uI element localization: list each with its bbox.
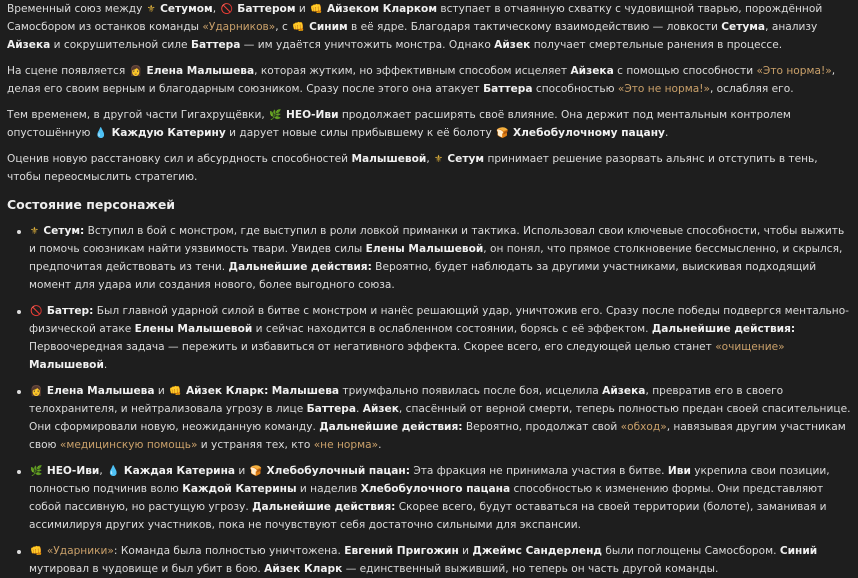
text: , превратив его в своего телохранителя, и нейтрализовала угрозу в лице <box>29 385 784 415</box>
list-item-ivi-faction <box>29 462 854 534</box>
text: и <box>235 465 249 477</box>
paragraph-setum-retreat <box>7 150 854 186</box>
name-malysheva: Малышева <box>271 385 340 397</box>
name-batter: Баттером <box>237 3 296 15</box>
text: принимает решение разорвать альянс и отступить в тень, чтобы переосмыслить стратегию. <box>7 153 818 183</box>
text: вступает в отчаянную схватку с чудовищной тварью, порождённой Самосбором из останков команды <box>7 3 823 33</box>
name-aizek: Айзек Кларк: <box>185 385 269 397</box>
name-aizek: Айзека <box>602 385 646 397</box>
character-status-list <box>7 222 854 578</box>
name-paren: Хлебобулочный пацан: <box>266 465 410 477</box>
text: На сцене появляется <box>7 65 129 77</box>
fist-icon: 👊 <box>292 22 305 33</box>
fleur-de-lis-icon: ⚜ <box>30 226 39 237</box>
text: продолжает расширять своё влияние. Она держит под ментальным контролем опустошённую <box>7 109 791 139</box>
quote-ochishchenie: «очищение» <box>715 341 785 353</box>
name-neoivi: НЕО-Иви <box>286 109 339 121</box>
list-item-udarniki <box>29 542 854 578</box>
text: , <box>212 3 220 15</box>
prohibited-icon: 🚫 <box>30 306 43 317</box>
text: получает смертельные ранения в процессе. <box>530 39 783 51</box>
text: и наделив <box>296 483 361 495</box>
paragraph-elena <box>7 62 854 98</box>
list-item-batter <box>29 302 854 374</box>
name-siniy: Синим <box>309 21 348 33</box>
text: триумфально появилась после боя, исцелила <box>339 385 603 397</box>
text: мутировал в чудовище и был убит в бою. <box>29 563 265 575</box>
name-elena: Елена Малышева <box>146 65 255 77</box>
text: и <box>295 3 310 15</box>
fist-icon: 👊 <box>30 546 43 557</box>
name-batter: Баттера <box>306 403 357 415</box>
name-neoivi: НЕО-Иви <box>46 465 100 477</box>
text: , навязывая другим участникам свою <box>29 421 846 451</box>
text: и <box>458 545 473 557</box>
text: Первоочередная задача — пережить и избавиться от негативного эффекта. Скорее всего, его следующей целью станет <box>29 341 716 353</box>
text: Вступил в бой с монстром, где выступил в роли ловкой приманки и тактика. Использовал свои ключевые способности, чтобы выжить и помочь союзникам найти уязвимость твари. Увидев силы <box>29 225 845 255</box>
text: Вероятно, будет наблюдать за другими участниками, выискивая подходящий момент для удара или создания нового, более выгодного союза. <box>29 261 817 291</box>
name-sanderlend: Джеймс Сандерленд <box>472 545 602 557</box>
text: и <box>154 385 169 397</box>
name-batter: Баттер: <box>46 305 94 317</box>
quote-udarniki: «Ударников» <box>202 21 276 33</box>
text: . <box>103 359 108 371</box>
text: с помощью способности <box>613 65 757 77</box>
name-ivi: Иви <box>667 465 691 477</box>
text: и дарует новые силы прибывшему к её болоту <box>225 127 496 139</box>
next-actions-label: Дальнейшие действия: <box>319 421 463 433</box>
text: , <box>99 465 107 477</box>
paragraph-battle <box>7 0 854 54</box>
name-malysheva: Малышевой <box>29 359 104 371</box>
text: — единственный выживший, но теперь он часть другой команды. <box>342 563 719 575</box>
text: — им удаётся уничтожить монстра. Однако <box>240 39 495 51</box>
next-actions-label: Дальнейшие действия: <box>228 261 372 273</box>
text: , спасённый от верной смерти, теперь полностью предан своей спасительнице. Они сформировали новую, неожиданную команду. <box>29 403 851 433</box>
quote-udarniki: «Ударники» <box>46 545 114 557</box>
droplet-icon: 💧 <box>107 466 120 477</box>
paragraph-ivi <box>7 106 854 142</box>
woman-icon: 👩 <box>30 386 43 397</box>
section-heading: Состояние персонажей <box>7 197 176 212</box>
fleur-de-lis-icon: ⚜ <box>146 4 156 15</box>
name-batter: Баттера <box>483 83 533 95</box>
name-aizek: Айзека <box>570 65 614 77</box>
name-setum: Сетум <box>447 153 485 165</box>
droplet-icon: 💧 <box>94 128 108 139</box>
bread-icon: 🍞 <box>249 466 263 477</box>
name-setum: Сетум: <box>43 225 85 237</box>
name-setum: Сетума <box>721 21 766 33</box>
text: . <box>664 127 669 139</box>
name-katerina: Каждую Катерину <box>111 127 226 139</box>
text: Эта фракция не принимала участия в битве. <box>409 465 668 477</box>
name-siniy: Синий <box>779 545 818 557</box>
text: способностью <box>532 83 618 95</box>
text: Вероятно, продолжат свой <box>462 421 621 433</box>
text: , которая жутким, но эффективным способом исцеляет <box>254 65 571 77</box>
list-item-elena-aizek <box>29 382 854 454</box>
next-actions-label: Дальнейшие действия: <box>651 323 796 335</box>
bread-icon: 🍞 <box>496 128 509 139</box>
name-paren: Хлебобулочному пацану <box>512 127 665 139</box>
fist-icon: 👊 <box>310 4 323 15</box>
quote-obhod: «обход» <box>620 421 667 433</box>
text: , делая его своим верным и благодарным союзником. Сразу после этого она атакует <box>7 65 836 95</box>
quote-norm: «Это норма!» <box>756 65 832 77</box>
name-elena: Елены Малышевой <box>134 323 253 335</box>
quote-med: «медицинскую помощь» <box>59 439 198 451</box>
text: : Команда была полностью уничтожена. <box>113 545 345 557</box>
name-katerina: Каждой Катерины <box>182 483 297 495</box>
name-setum: Сетумом <box>160 3 213 15</box>
text: способностью к изменению формы. Они представляют собой пассивную, но растущую угрозу. <box>29 483 824 513</box>
text: укрепила свои позиции, полностью подчинив волю <box>29 465 830 495</box>
name-elena: Елена Малышева <box>46 385 155 397</box>
name-katerina: Каждая Катерина <box>123 465 236 477</box>
text: и устраняя тех, кто <box>197 439 314 451</box>
name-prigozhin: Евгений Пригожин <box>344 545 459 557</box>
text: Оценив новую расстановку сил и абсурдность способностей <box>7 153 352 165</box>
name-elena: Елены Малышевой <box>365 243 484 255</box>
next-actions-label: Дальнейшие действия: <box>252 501 396 513</box>
quote-notnorm: «Это не норма!» <box>617 83 710 95</box>
text: , он понял, что прямое столкновение бессмысленно, и скрылся, предпочитая действовать из тени. <box>29 243 843 273</box>
name-aizek: Айзек <box>362 403 399 415</box>
text: , ослабляя его. <box>709 83 794 95</box>
fist-icon: 👊 <box>169 386 182 397</box>
text: Скорее всего, будут оставаться на своей территории (болоте), заманивая и ассимилируя других участников, пока не почувствуют себя достаточно сильными для экспансии. <box>29 501 827 531</box>
name-batter: Баттера <box>190 39 241 51</box>
text: . <box>356 403 363 415</box>
text: в её ядре. Благодаря тактическому взаимодействию — ловкости <box>347 21 722 33</box>
text: Временный союз между <box>7 3 146 15</box>
text: , с <box>275 21 292 33</box>
name-malysheva: Малышевой <box>351 153 427 165</box>
list-item-setum <box>29 222 854 294</box>
text: и сокрушительной силе <box>50 39 191 51</box>
text: и сейчас находится в ослабленном состоянии, борясь с её эффектом. <box>252 323 652 335</box>
text: Был главной ударной силой в битве с монстром и нанёс решающий удар, уничтожив его. Сразу после победы подвергся ментально-физической атаке <box>29 305 850 335</box>
text: , <box>426 153 434 165</box>
name-aizek: Айзек Кларк <box>264 563 343 575</box>
name-aizek: Айзека <box>7 39 51 51</box>
text: были поглощены Самосбором. <box>602 545 780 557</box>
text: . <box>378 439 382 451</box>
leaf-icon: 🌿 <box>269 110 282 121</box>
name-aizek: Айзеком Кларком <box>326 3 437 15</box>
name-paren: Хлебобулочного пацана <box>360 483 511 495</box>
name-aizek: Айзек <box>494 39 531 51</box>
fleur-de-lis-icon: ⚜ <box>434 154 444 165</box>
text: , анализу <box>765 21 818 33</box>
text: Тем временем, в другой части Гигахрущёвки, <box>7 109 269 121</box>
woman-icon: 👩 <box>129 66 143 77</box>
prohibited-icon: 🚫 <box>220 4 233 15</box>
leaf-icon: 🌿 <box>30 466 43 477</box>
quote-notnorm: «не норма» <box>313 439 379 451</box>
